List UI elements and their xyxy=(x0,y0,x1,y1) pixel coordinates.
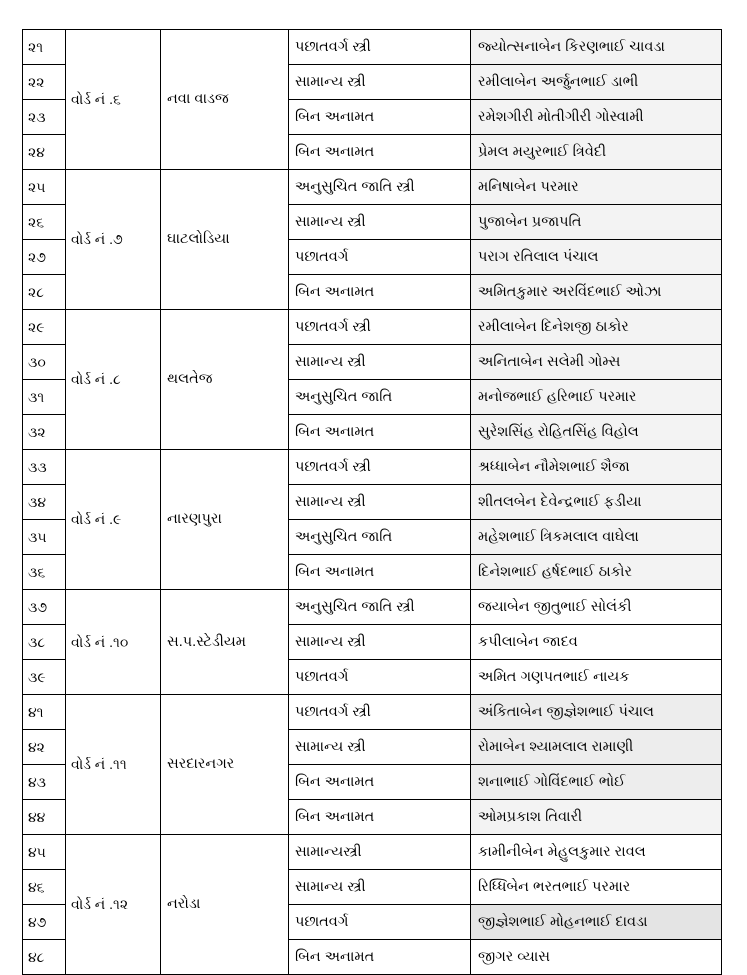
cell-reservation-category: સામાન્ય સ્ત્રી xyxy=(289,205,471,240)
cell-serial-number: ૨૬ xyxy=(23,205,66,240)
cell-ward-name: નરોડા xyxy=(161,835,289,975)
table-row xyxy=(23,450,722,485)
cell-candidate-name: મનોજભાઈ હરિભાઈ પરમાર xyxy=(471,380,722,415)
cell-reservation-category: પછાતવર્ગ xyxy=(289,240,471,275)
cell-reservation-category: બિન અનામત xyxy=(289,800,471,835)
cell-candidate-name: જયાબેન જીતુભાઈ સોલંકી xyxy=(471,590,722,625)
table-row xyxy=(23,590,722,625)
cell-reservation-category: સામાન્ય સ્ત્રી xyxy=(289,730,471,765)
cell-serial-number: ૪૨ xyxy=(23,730,66,765)
cell-serial-number: ૪૭ xyxy=(23,905,66,940)
cell-candidate-name: જીગર વ્યાસ xyxy=(471,940,722,975)
cell-reservation-category: બિન અનામત xyxy=(289,275,471,310)
cell-candidate-name: પુજાબેન પ્રજાપતિ xyxy=(471,205,722,240)
cell-ward-number: વોર્ડ નં .૮ xyxy=(66,310,161,450)
cell-candidate-name: શીતલબેન દેવેન્દ્રભાઈ ફડીયા xyxy=(471,485,722,520)
cell-reservation-category: અનુસુચિત જાતિ સ્ત્રી xyxy=(289,590,471,625)
cell-reservation-category: બિન અનામત xyxy=(289,765,471,800)
cell-reservation-category: અનુસુચિત જાતિ xyxy=(289,520,471,555)
cell-reservation-category: પછાતવર્ગ સ્ત્રી xyxy=(289,695,471,730)
cell-reservation-category: પછાતવર્ગ સ્ત્રી xyxy=(289,310,471,345)
cell-serial-number: ૨૨ xyxy=(23,65,66,100)
cell-serial-number: ૨૯ xyxy=(23,310,66,345)
cell-reservation-category: અનુસુચિત જાતિ સ્ત્રી xyxy=(289,170,471,205)
cell-ward-number: વોર્ડ નં .૧૦ xyxy=(66,590,161,695)
cell-reservation-category: બિન અનામત xyxy=(289,135,471,170)
cell-reservation-category: સામાન્યસ્ત્રી xyxy=(289,835,471,870)
cell-serial-number: ૩૮ xyxy=(23,625,66,660)
cell-reservation-category: પછાતવર્ગ xyxy=(289,660,471,695)
cell-serial-number: ૩૯ xyxy=(23,660,66,695)
cell-reservation-category: સામાન્ય સ્ત્રી xyxy=(289,65,471,100)
cell-ward-name: નારણપુરા xyxy=(161,450,289,590)
cell-candidate-name: અમિતકુમાર અરવિંદભાઈ ઓઝા xyxy=(471,275,722,310)
cell-candidate-name: જીજ્ઞેશભાઈ મોહનભાઈ દાવડા xyxy=(471,905,722,940)
cell-serial-number: ૨૫ xyxy=(23,170,66,205)
cell-serial-number: ૩૦ xyxy=(23,345,66,380)
cell-serial-number: ૨૮ xyxy=(23,275,66,310)
cell-reservation-category: બિન અનામત xyxy=(289,100,471,135)
cell-ward-number: વોર્ડ નં .૭ xyxy=(66,170,161,310)
cell-candidate-name: પરાગ રતિલાલ પંચાલ xyxy=(471,240,722,275)
cell-reservation-category: સામાન્ય સ્ત્રી xyxy=(289,485,471,520)
cell-reservation-category: બિન અનામત xyxy=(289,555,471,590)
table-row xyxy=(23,310,722,345)
cell-serial-number: ૪૬ xyxy=(23,870,66,905)
cell-serial-number: ૪૪ xyxy=(23,800,66,835)
cell-serial-number: ૩૧ xyxy=(23,380,66,415)
cell-reservation-category: બિન અનામત xyxy=(289,940,471,975)
table-body xyxy=(23,30,722,975)
cell-reservation-category: પછાતવર્ગ xyxy=(289,905,471,940)
cell-reservation-category: સામાન્ય સ્ત્રી xyxy=(289,625,471,660)
cell-reservation-category: પછાતવર્ગ સ્ત્રી xyxy=(289,30,471,65)
cell-ward-number: વોર્ડ નં .૯ xyxy=(66,450,161,590)
cell-candidate-name: અમિત ગણપતભાઈ નાયક xyxy=(471,660,722,695)
cell-reservation-category: અનુસુચિત જાતિ xyxy=(289,380,471,415)
cell-reservation-category: સામાન્ય સ્ત્રી xyxy=(289,870,471,905)
cell-candidate-name: સુરેશસિંહ રોહિતસિંહ વિહોલ xyxy=(471,415,722,450)
cell-serial-number: ૪૧ xyxy=(23,695,66,730)
cell-ward-name: થલતેજ xyxy=(161,310,289,450)
table-row xyxy=(23,170,722,205)
cell-ward-number: વોર્ડ નં .૧૧ xyxy=(66,695,161,835)
cell-candidate-name: કપીલાબેન જાદવ xyxy=(471,625,722,660)
cell-candidate-name: રમેશગીરી મોતીગીરી ગોસ્વામી xyxy=(471,100,722,135)
cell-candidate-name: ઓમપ્રકાશ તિવારી xyxy=(471,800,722,835)
cell-reservation-category: સામાન્ય સ્ત્રી xyxy=(289,345,471,380)
cell-serial-number: ૪૫ xyxy=(23,835,66,870)
cell-serial-number: ૪૩ xyxy=(23,765,66,800)
cell-serial-number: ૩૬ xyxy=(23,555,66,590)
cell-ward-name: સ.પ.સ્ટેડીયમ xyxy=(161,590,289,695)
cell-candidate-name: કામીનીબેન મેહુલકુમાર રાવલ xyxy=(471,835,722,870)
cell-candidate-name: પ્રેમલ મયુરભાઈ ત્રિવેદી xyxy=(471,135,722,170)
cell-serial-number: ૨૧ xyxy=(23,30,66,65)
cell-candidate-name: રોમાબેન શ્યામલાલ રામાણી xyxy=(471,730,722,765)
cell-candidate-name: દિનેશભાઈ હર્ષદભાઈ ઠાકોર xyxy=(471,555,722,590)
table-row xyxy=(23,30,722,65)
cell-serial-number: ૩૪ xyxy=(23,485,66,520)
cell-candidate-name: રમીલાબેન દિનેશજી ઠાકોર xyxy=(471,310,722,345)
table-row xyxy=(23,835,722,870)
cell-serial-number: ૪૮ xyxy=(23,940,66,975)
cell-ward-name: નવા વાડજ xyxy=(161,30,289,170)
cell-serial-number: ૩૭ xyxy=(23,590,66,625)
cell-serial-number: ૩૫ xyxy=(23,520,66,555)
cell-reservation-category: બિન અનામત xyxy=(289,415,471,450)
cell-reservation-category: પછાતવર્ગ સ્ત્રી xyxy=(289,450,471,485)
cell-candidate-name: જ્યોત્સનાબેન કિરણભાઈ ચાવડા xyxy=(471,30,722,65)
cell-candidate-name: અનિતાબેન સલેમી ગોમ્સ xyxy=(471,345,722,380)
cell-candidate-name: રમીલાબેન અર્જુનભાઈ ડાભી xyxy=(471,65,722,100)
cell-candidate-name: મનિષાબેન પરમાર xyxy=(471,170,722,205)
cell-serial-number: ૩૩ xyxy=(23,450,66,485)
cell-serial-number: ૨૪ xyxy=(23,135,66,170)
cell-ward-number: વોર્ડ નં .૧૨ xyxy=(66,835,161,975)
ward-candidate-table xyxy=(22,29,722,975)
cell-serial-number: ૨૭ xyxy=(23,240,66,275)
cell-ward-name: સરદારનગર xyxy=(161,695,289,835)
cell-candidate-name: મહેશભાઈ ત્રિકમલાલ વાઘેલા xyxy=(471,520,722,555)
table-row xyxy=(23,695,722,730)
cell-serial-number: ૩૨ xyxy=(23,415,66,450)
cell-candidate-name: અંકિતાબેન જીજ્ઞેશભાઈ પંચાલ xyxy=(471,695,722,730)
cell-candidate-name: રિધ્ધિબેન ભરતભાઈ પરમાર xyxy=(471,870,722,905)
cell-candidate-name: શ્રધ્ધાબેન નૌમેશભાઈ શૈજા xyxy=(471,450,722,485)
cell-ward-name: ઘાટલોડિયા xyxy=(161,170,289,310)
cell-ward-number: વોર્ડ નં .૬ xyxy=(66,30,161,170)
cell-candidate-name: શનાભાઈ ગોવિંદભાઈ ભોઈ xyxy=(471,765,722,800)
cell-serial-number: ૨૩ xyxy=(23,100,66,135)
